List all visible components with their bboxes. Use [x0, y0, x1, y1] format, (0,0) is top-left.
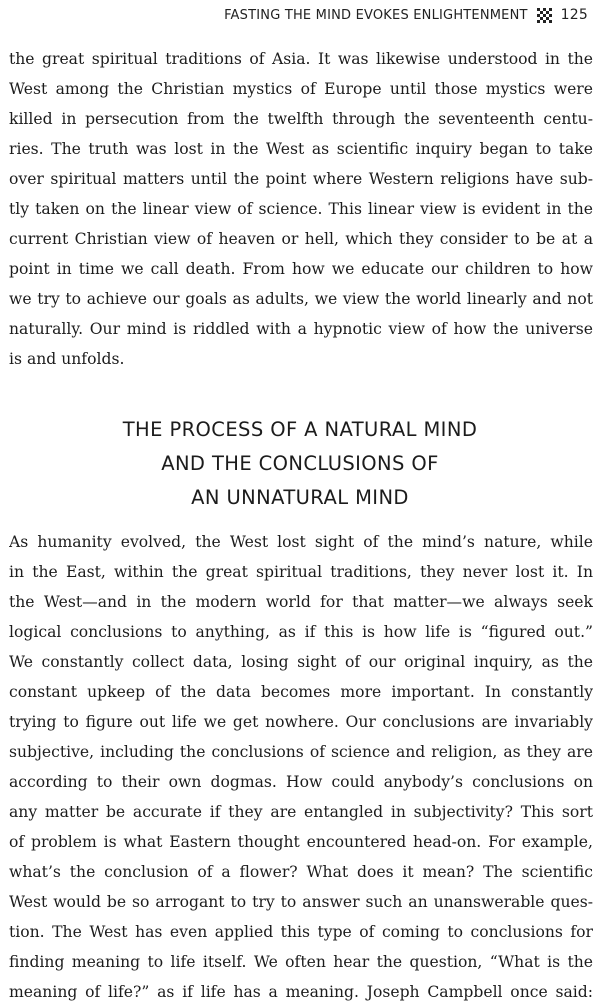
- checker-ornament-icon: [537, 8, 552, 23]
- body-paragraph-1: [9, 44, 593, 374]
- page-number: 125: [560, 7, 588, 23]
- section-heading-line: THE PROCESS OF A NATURAL MIND: [122, 418, 478, 441]
- text-line: of problem is what Eastern thought encountered head-on. For example,: [9, 833, 593, 851]
- text-line: West would be so arrogant to try to answer such an unanswerable ques-: [9, 893, 593, 911]
- text-line: constant upkeep of the data becomes more important. In constantly: [9, 683, 593, 701]
- text-line: current Christian view of heaven or hell, which they consider to be at a: [9, 230, 593, 248]
- text-line: we try to achieve our goals as adults, we view the world linearly and not: [9, 290, 593, 308]
- text-line: tly taken on the linear view of science. This linear view is evident in the: [9, 200, 593, 218]
- text-line: what’s the conclusion of a flower? What does it mean? The scientific: [9, 863, 593, 881]
- text-line: trying to figure out life we get nowhere. Our conclusions are invariably: [9, 713, 593, 731]
- section-heading: [0, 413, 600, 515]
- text-line: point in time we call death. From how we educate our children to how: [9, 260, 593, 278]
- text-line: tion. The West has even applied this type of coming to conclusions for: [9, 923, 593, 941]
- running-head-title: FASTING THE MIND EVOKES ENLIGHTENMENT: [224, 7, 528, 23]
- text-line: any matter be accurate if they are entangled in subjectivity? This sort: [9, 803, 593, 821]
- text-line: is and unfolds.: [9, 350, 125, 368]
- section-heading-line: AND THE CONCLUSIONS OF: [161, 452, 439, 475]
- text-line: ries. The truth was lost in the West as scientific inquiry began to take: [9, 140, 593, 158]
- text-line: meaning of life?” as if life has a meaning. Joseph Campbell once said:: [9, 983, 593, 1001]
- text-line: killed in persecution from the twelfth through the seventeenth centu-: [9, 110, 593, 128]
- text-line: We constantly collect data, losing sight of our original inquiry, as the: [9, 653, 593, 671]
- body-paragraph-2: [9, 527, 593, 1003]
- text-line: the great spiritual traditions of Asia. It was likewise understood in the: [9, 50, 593, 68]
- text-line: West among the Christian mystics of Europe until those mystics were: [9, 80, 593, 98]
- text-line: naturally. Our mind is riddled with a hypnotic view of how the universe: [9, 320, 593, 338]
- text-line: logical conclusions to anything, as if this is how life is “figured out.”: [9, 623, 593, 641]
- text-line: over spiritual matters until the point where Western religions have sub-: [9, 170, 593, 188]
- text-line: in the East, within the great spiritual traditions, they never lost it. In: [9, 563, 593, 581]
- text-line: finding meaning to life itself. We often hear the question, “What is the: [9, 953, 593, 971]
- text-line: subjective, including the conclusions of science and religion, as they are: [9, 743, 593, 761]
- text-line: the West—and in the modern world for that matter—we always seek: [9, 593, 593, 611]
- running-head: [224, 5, 588, 25]
- text-line: As humanity evolved, the West lost sight of the mind’s nature, while: [9, 533, 593, 551]
- section-heading-line: AN UNNATURAL MIND: [191, 486, 409, 509]
- text-line: according to their own dogmas. How could anybody’s conclusions on: [9, 773, 593, 791]
